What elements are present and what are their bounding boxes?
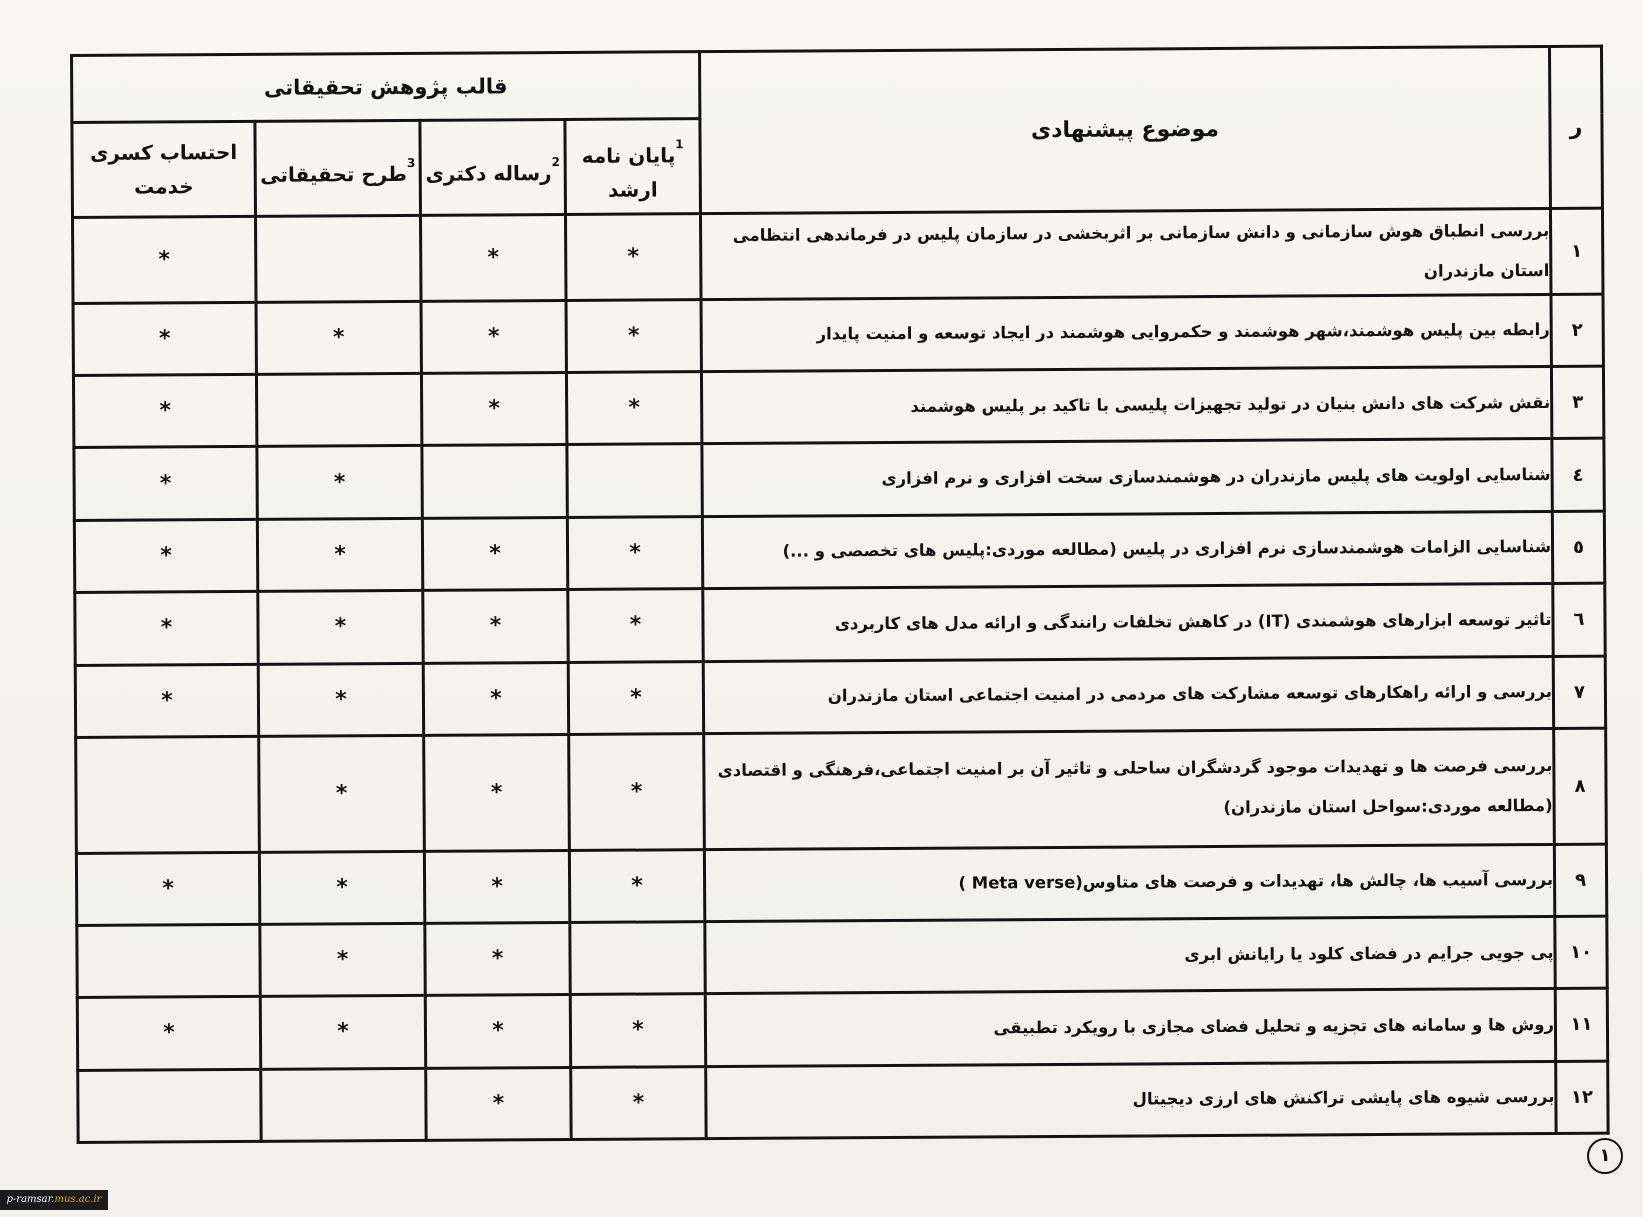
mark-service: * bbox=[74, 519, 257, 592]
mark-service: * bbox=[75, 664, 258, 737]
mark-masters: * bbox=[569, 849, 704, 922]
header-label: احتساب کسری خدمت bbox=[89, 139, 238, 199]
table-row bbox=[73, 294, 1603, 376]
table-row bbox=[74, 511, 1604, 593]
mark-masters: * bbox=[566, 214, 702, 301]
mark-service bbox=[76, 736, 260, 853]
row-number: ٥ bbox=[1552, 511, 1604, 584]
header-masters-thesis bbox=[565, 119, 701, 215]
mark-project: * bbox=[259, 851, 424, 924]
mark-phd: * bbox=[421, 300, 566, 373]
row-topic: پی جویی جرایم در فضای کلود یا رایانش ابری bbox=[705, 916, 1555, 994]
table-row bbox=[73, 366, 1603, 448]
row-topic: بررسی انطباق هوش سازمانی و دانش سازمانی بر اثربخشی در سازمان پلیس در فرماندهی انتظامی استان مازندران bbox=[701, 208, 1552, 299]
row-number: ۱۲ bbox=[1556, 1061, 1608, 1134]
research-topics-table bbox=[70, 45, 1610, 1144]
row-topic: بررسی فرصت ها و تهدیدات موجود گردشگران ساحلی و تاثیر آن بر امنیت اجتماعی،فرهنگی و اقتصادی (مطالعه موردی:سواحل استان مازندران) bbox=[704, 728, 1555, 849]
table-row bbox=[76, 728, 1607, 853]
mark-service bbox=[78, 1069, 261, 1142]
row-number: ۸ bbox=[1554, 728, 1607, 844]
header-research-format: قالب پژوهش تحقیقاتی bbox=[72, 52, 700, 123]
mark-service: * bbox=[72, 216, 256, 303]
mark-project: * bbox=[257, 518, 422, 591]
mark-service: * bbox=[73, 302, 256, 375]
mark-masters bbox=[567, 444, 702, 517]
mark-service: * bbox=[77, 997, 260, 1070]
mark-project: * bbox=[260, 923, 425, 996]
watermark-prefix: p-ramsar. bbox=[6, 1194, 55, 1205]
research-topics-table-wrap bbox=[70, 45, 1607, 1144]
table-row bbox=[74, 439, 1604, 521]
row-number: ۱۱ bbox=[1555, 988, 1607, 1061]
mark-project: * bbox=[259, 735, 425, 852]
site-watermark bbox=[0, 1190, 108, 1210]
header-service-deduction bbox=[72, 121, 256, 217]
mark-phd: * bbox=[425, 995, 570, 1068]
mark-project bbox=[256, 215, 422, 302]
table-body bbox=[72, 208, 1608, 1142]
row-topic: بررسی شیوه های پایشی تراکنش های ارزی دیجیتال bbox=[706, 1061, 1556, 1139]
mark-phd: * bbox=[423, 590, 568, 663]
row-topic: رابطه بین پلیس هوشمند،شهر هوشمند و حکمروایی هوشمند در ایجاد توسعه و امنیت پایدار bbox=[701, 294, 1551, 372]
row-topic: نقش شرکت های دانش بنیان در تولید تجهیزات پلیسی با تاکید بر پلیس هوشمند bbox=[701, 367, 1551, 445]
mark-phd: * bbox=[423, 662, 568, 735]
header-sup: 3 bbox=[406, 155, 416, 170]
header-sup: 1 bbox=[675, 136, 684, 151]
table-header bbox=[72, 46, 1603, 217]
mark-service: * bbox=[74, 447, 257, 520]
mark-masters: * bbox=[570, 994, 705, 1067]
mark-phd: * bbox=[421, 373, 566, 446]
header-label: پایان نامه ارشد bbox=[581, 142, 676, 202]
mark-phd bbox=[422, 445, 567, 518]
row-number: ۲ bbox=[1551, 294, 1603, 367]
mark-project: * bbox=[257, 446, 422, 519]
mark-masters bbox=[570, 922, 705, 995]
mark-masters: * bbox=[566, 299, 701, 372]
row-number: ٦ bbox=[1553, 583, 1605, 656]
mark-service: * bbox=[73, 374, 256, 447]
header-label: طرح تحقیقاتی bbox=[260, 161, 408, 187]
row-number: ۱ bbox=[1551, 208, 1604, 294]
table-row bbox=[78, 1061, 1608, 1143]
watermark-domain: mus.ac.ir bbox=[54, 1194, 102, 1205]
mark-project: * bbox=[256, 301, 421, 374]
mark-project: * bbox=[260, 996, 425, 1069]
row-topic: بررسی و ارائه راهکارهای توسعه مشارکت های مردمی در امنیت اجتماعی استان مازندران bbox=[703, 656, 1553, 734]
mark-phd: * bbox=[424, 734, 570, 851]
header-proposed-topic: موضوع پیشنهادی bbox=[700, 46, 1551, 213]
table-row bbox=[72, 208, 1603, 303]
row-number: ۹ bbox=[1554, 844, 1606, 917]
mark-masters: * bbox=[569, 733, 705, 850]
mark-masters: * bbox=[567, 516, 702, 589]
mark-project: * bbox=[258, 663, 423, 736]
row-number: ٤ bbox=[1552, 439, 1604, 512]
table-row bbox=[76, 844, 1606, 926]
mark-masters: * bbox=[568, 589, 703, 662]
mark-phd: * bbox=[422, 517, 567, 590]
header-phd-dissertation bbox=[420, 119, 566, 215]
table-row bbox=[77, 916, 1607, 998]
header-research-project bbox=[255, 120, 421, 216]
mark-phd: * bbox=[424, 850, 569, 923]
row-number: ۳ bbox=[1551, 366, 1603, 439]
table-row bbox=[77, 988, 1607, 1070]
mark-project bbox=[261, 1068, 426, 1141]
mark-project bbox=[256, 373, 421, 446]
row-number: ۷ bbox=[1553, 656, 1605, 729]
header-row-number: ر bbox=[1550, 46, 1603, 208]
mark-service: * bbox=[76, 852, 259, 925]
row-topic: تاثیر توسعه ابزارهای هوشمندی (IT) در کاهش تخلفات رانندگی و ارائه مدل های کاربردی bbox=[703, 584, 1553, 662]
mark-project: * bbox=[258, 591, 423, 664]
mark-service bbox=[77, 924, 260, 997]
row-topic: روش ها و سامانه های تجزیه و تحلیل فضای مجازی با رویکرد تطبیقی bbox=[705, 989, 1555, 1067]
mark-service: * bbox=[75, 592, 258, 665]
row-topic: شناسایی اولویت های پلیس مازندران در هوشمندسازی سخت افزاری و نرم افزاری bbox=[702, 439, 1552, 517]
page-number: ۱ bbox=[1587, 1138, 1623, 1174]
mark-phd: * bbox=[426, 1067, 571, 1140]
row-topic: بررسی آسیب ها، چالش ها، تهدیدات و فرصت های متاوس(Meta verse ) bbox=[704, 844, 1554, 922]
mark-masters: * bbox=[566, 372, 701, 445]
row-number: ۱۰ bbox=[1555, 916, 1607, 989]
row-topic: شناسایی الزامات هوشمندسازی نرم افزاری در پلیس (مطالعه موردی:پلیس های تخصصی و ...) bbox=[702, 511, 1552, 589]
mark-masters: * bbox=[568, 661, 703, 734]
header-label: رساله دکتری bbox=[425, 160, 552, 186]
table-row bbox=[75, 656, 1605, 738]
mark-phd: * bbox=[421, 214, 567, 301]
mark-phd: * bbox=[425, 922, 570, 995]
header-sup: 2 bbox=[551, 154, 560, 169]
table-row bbox=[75, 583, 1605, 665]
mark-masters: * bbox=[571, 1066, 706, 1139]
